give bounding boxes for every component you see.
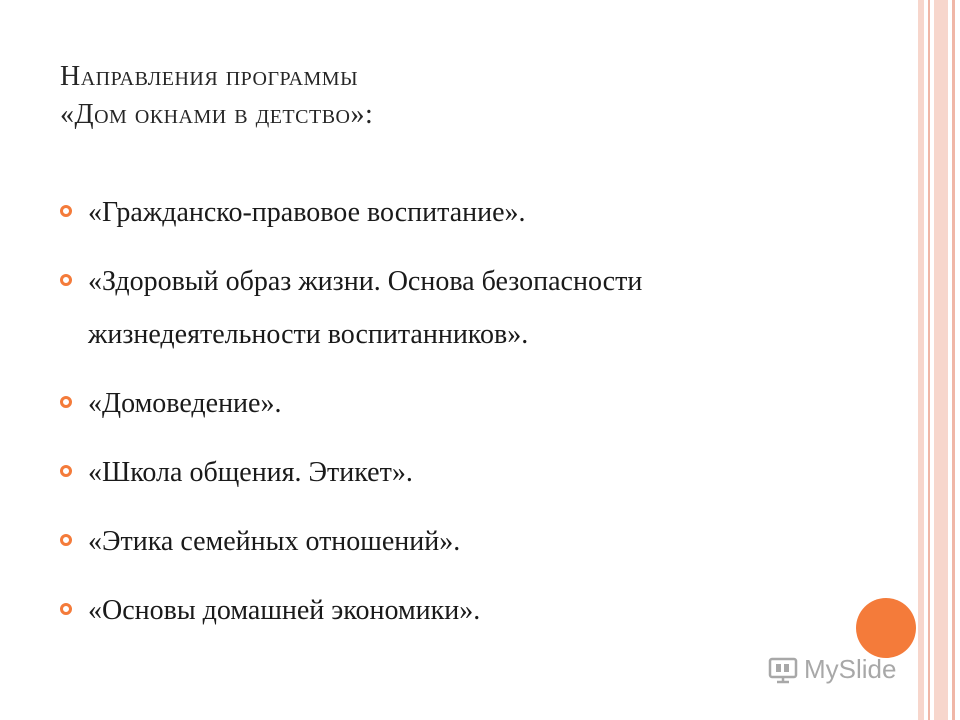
myslide-watermark	[768, 654, 896, 685]
slide-title	[60, 58, 373, 134]
slide-title-line-2: «Дом окнами в детство»:	[60, 99, 374, 130]
right-border-stripe-4	[952, 0, 955, 720]
bullet-item	[60, 515, 840, 568]
ring-bullet-icon	[60, 603, 72, 615]
bullet-text: «Этика семейных отношений».	[88, 526, 461, 557]
myslide-logo-icon	[768, 656, 798, 684]
bullet-item	[60, 446, 840, 499]
bullet-text: «Гражданско-правовое воспитание».	[88, 197, 526, 228]
ring-bullet-icon	[60, 465, 72, 477]
bullet-item	[60, 584, 840, 637]
ring-bullet-icon	[60, 396, 72, 408]
slide-title-line-1: Направления программы	[60, 61, 359, 92]
right-border-stripe-2	[928, 0, 930, 720]
bullet-text: «Здоровый образ жизни. Основа безопасности жизнедеятельности воспитанников».	[88, 266, 643, 350]
bullet-list	[60, 186, 840, 653]
right-border-stripe-3	[934, 0, 948, 720]
bullet-item	[60, 186, 840, 239]
right-border-stripe-1	[918, 0, 924, 720]
ring-bullet-icon	[60, 534, 72, 546]
ring-bullet-icon	[60, 274, 72, 286]
decorative-accent-circle	[856, 598, 916, 658]
bullet-text: «Основы домашней экономики».	[88, 595, 481, 626]
bullet-text: «Школа общения. Этикет».	[88, 457, 413, 488]
watermark-text: MySlide	[804, 654, 897, 684]
bullet-item	[60, 255, 840, 361]
bullet-text: «Домоведение».	[88, 388, 282, 419]
bullet-item	[60, 377, 840, 430]
ring-bullet-icon	[60, 205, 72, 217]
